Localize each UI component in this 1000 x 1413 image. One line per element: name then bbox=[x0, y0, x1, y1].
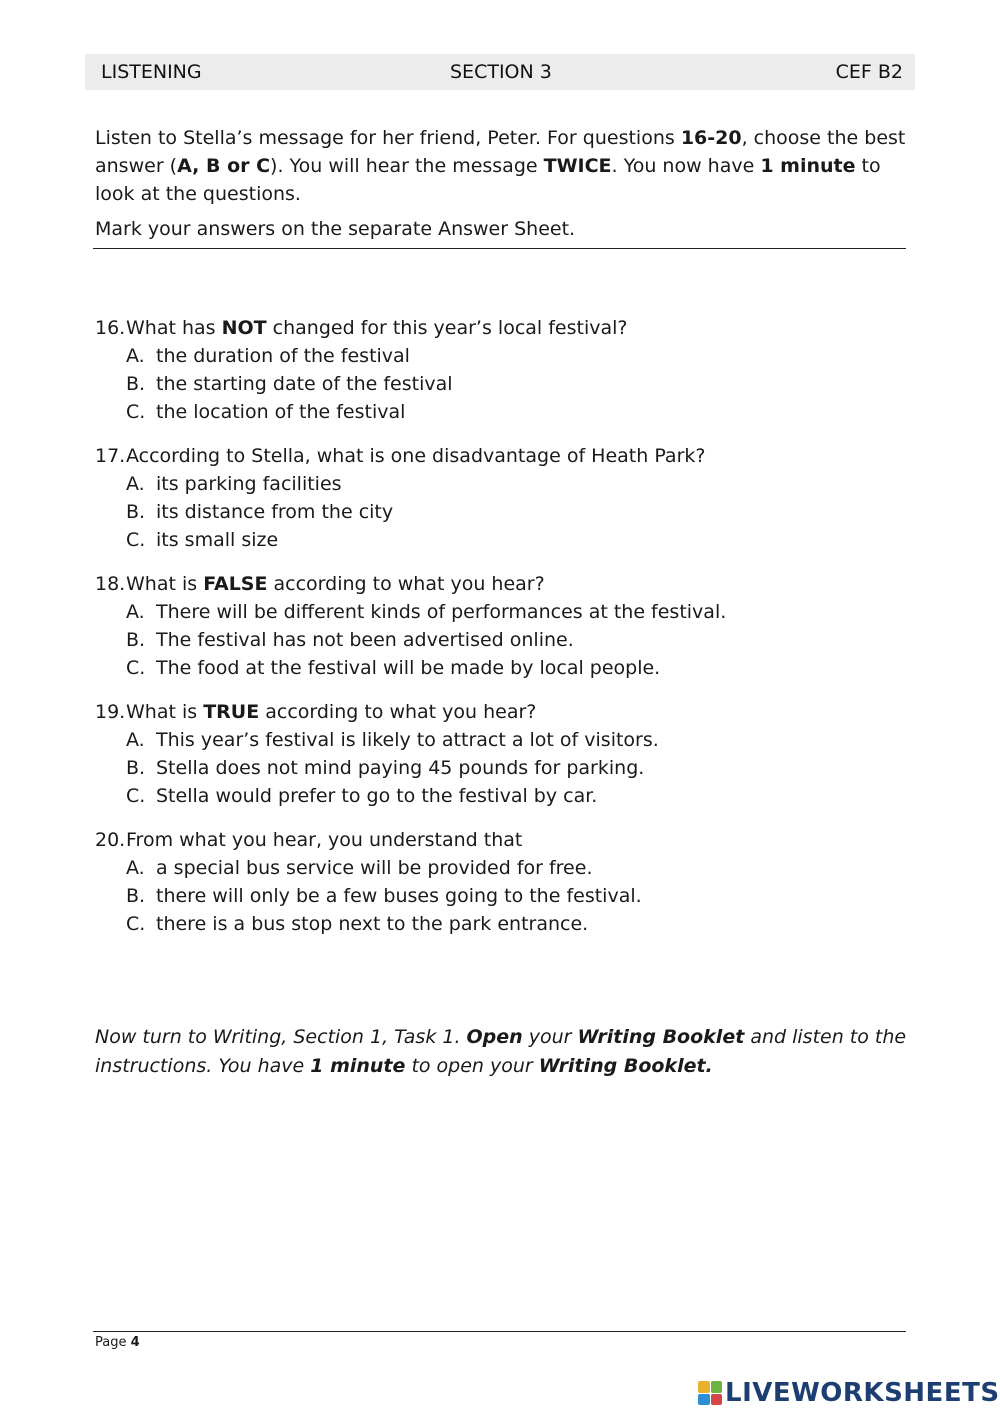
option-text: there will only be a few buses going to the festival. bbox=[156, 885, 642, 907]
option-text: There will be different kinds of performances at the festival. bbox=[156, 601, 727, 623]
instructions-bold: 16-20 bbox=[680, 127, 742, 149]
question-text-part: According to Stella, what is one disadvantage of Heath Park? bbox=[126, 445, 706, 467]
question-number: 17. bbox=[95, 445, 126, 467]
option-list bbox=[95, 726, 907, 810]
question-stem bbox=[95, 826, 907, 854]
option-text: the duration of the festival bbox=[156, 345, 410, 367]
answer-option[interactable] bbox=[126, 498, 907, 526]
option-letter: A. bbox=[126, 857, 145, 879]
instructions-bold: TWICE bbox=[543, 155, 612, 177]
question-text-part: according to what you hear? bbox=[267, 573, 545, 595]
option-letter: B. bbox=[126, 757, 146, 779]
question-number: 20. bbox=[95, 829, 126, 851]
closing-text: and listen to the instructions. You have bbox=[95, 1026, 907, 1077]
answer-option[interactable] bbox=[126, 882, 907, 910]
answer-option[interactable] bbox=[126, 470, 907, 498]
answer-option[interactable] bbox=[126, 754, 907, 782]
question-text-part: What is bbox=[126, 701, 204, 723]
question-stem bbox=[95, 570, 907, 598]
instructions-bold: 1 minute bbox=[760, 155, 856, 177]
instructions bbox=[95, 124, 907, 208]
option-text: there is a bus stop next to the park entrance. bbox=[156, 913, 589, 935]
option-letter: B. bbox=[126, 373, 146, 395]
header-level: CEF B2 bbox=[835, 61, 903, 83]
closing-bold: Writing Booklet bbox=[577, 1026, 745, 1048]
header-section-number: SECTION 3 bbox=[450, 61, 552, 83]
option-letter: A. bbox=[126, 473, 145, 495]
question-text-part: What is bbox=[126, 573, 204, 595]
closing-text: Now turn to Writing, Section 1, Task 1. bbox=[95, 1026, 467, 1048]
question-text bbox=[126, 826, 522, 854]
option-text: Stella does not mind paying 45 pounds for parking. bbox=[156, 757, 645, 779]
divider bbox=[93, 248, 906, 249]
question-20 bbox=[95, 826, 907, 938]
question-17 bbox=[95, 442, 907, 554]
brand-logo[interactable] bbox=[698, 1378, 1000, 1408]
answer-option[interactable] bbox=[126, 342, 907, 370]
closing-bold: 1 minute bbox=[310, 1055, 406, 1077]
question-text-part: From what you hear, you understand that bbox=[126, 829, 523, 851]
option-letter: A. bbox=[126, 729, 145, 751]
question-text-part: changed for this year’s local festival? bbox=[266, 317, 628, 339]
option-text: the starting date of the festival bbox=[156, 373, 453, 395]
option-letter: B. bbox=[126, 501, 146, 523]
option-list bbox=[95, 598, 907, 682]
question-text-part: What has bbox=[126, 317, 222, 339]
option-text: its small size bbox=[156, 529, 279, 551]
question-emphasis: TRUE bbox=[203, 701, 260, 723]
brand-icon-tile bbox=[711, 1394, 723, 1406]
answer-option[interactable] bbox=[126, 370, 907, 398]
option-text: Stella would prefer to go to the festival by car. bbox=[156, 785, 598, 807]
closing-text: to open your bbox=[405, 1055, 539, 1077]
answer-option[interactable] bbox=[126, 598, 907, 626]
question-18 bbox=[95, 570, 907, 682]
answer-option[interactable] bbox=[126, 398, 907, 426]
question-text bbox=[126, 314, 627, 342]
brand-name: LIVEWORKSHEETS bbox=[725, 1378, 1000, 1408]
answer-option[interactable] bbox=[126, 910, 907, 938]
option-list bbox=[95, 470, 907, 554]
answer-option[interactable] bbox=[126, 526, 907, 554]
answer-sheet-note: Mark your answers on the separate Answer Sheet. bbox=[95, 218, 576, 240]
option-letter: C. bbox=[126, 913, 146, 935]
answer-option[interactable] bbox=[126, 782, 907, 810]
option-letter: C. bbox=[126, 529, 146, 551]
option-list bbox=[95, 854, 907, 938]
closing-text: your bbox=[522, 1026, 578, 1048]
header-section-label: LISTENING bbox=[101, 61, 202, 83]
page-number: 4 bbox=[130, 1335, 140, 1350]
closing-bold: Open bbox=[466, 1026, 523, 1048]
option-letter: A. bbox=[126, 601, 145, 623]
option-text: The festival has not been advertised online. bbox=[156, 629, 574, 651]
option-letter: C. bbox=[126, 785, 146, 807]
question-stem bbox=[95, 698, 907, 726]
option-text: its distance from the city bbox=[156, 501, 394, 523]
option-text: This year’s festival is likely to attract a lot of visitors. bbox=[156, 729, 659, 751]
question-list bbox=[95, 314, 907, 954]
answer-option[interactable] bbox=[126, 854, 907, 882]
question-stem bbox=[95, 314, 907, 342]
option-letter: B. bbox=[126, 629, 146, 651]
question-number: 18. bbox=[95, 573, 126, 595]
brand-icon-tile bbox=[711, 1381, 723, 1393]
answer-option[interactable] bbox=[126, 726, 907, 754]
answer-option[interactable] bbox=[126, 626, 907, 654]
option-text: a special bus service will be provided for free. bbox=[156, 857, 593, 879]
closing-instructions bbox=[95, 1023, 907, 1081]
page-footer bbox=[95, 1335, 140, 1350]
instructions-bold: A, B or C bbox=[177, 155, 271, 177]
brand-icon-tile bbox=[698, 1394, 710, 1406]
instructions-text: ). You will hear the message bbox=[270, 155, 544, 177]
instructions-text: . You now have bbox=[611, 155, 761, 177]
page-label: Page bbox=[95, 1335, 131, 1350]
question-number: 16. bbox=[95, 317, 126, 339]
question-text-part: according to what you hear? bbox=[259, 701, 537, 723]
closing-bold: Writing Booklet. bbox=[538, 1055, 713, 1077]
option-letter: A. bbox=[126, 345, 145, 367]
question-emphasis: FALSE bbox=[203, 573, 268, 595]
question-text bbox=[126, 570, 545, 598]
option-letter: C. bbox=[126, 401, 146, 423]
instructions-text: , choose the best answer ( bbox=[95, 127, 906, 177]
brand-icon bbox=[698, 1381, 722, 1405]
question-text bbox=[126, 442, 705, 470]
answer-option[interactable] bbox=[126, 654, 907, 682]
instructions-text: to look at the questions. bbox=[95, 155, 881, 205]
question-number: 19. bbox=[95, 701, 126, 723]
question-emphasis: NOT bbox=[221, 317, 267, 339]
brand-icon-tile bbox=[698, 1381, 710, 1393]
instructions-text: Listen to Stella’s message for her friend, Peter. For questions bbox=[95, 127, 681, 149]
footer-divider bbox=[93, 1331, 906, 1332]
option-letter: B. bbox=[126, 885, 146, 907]
question-16 bbox=[95, 314, 907, 426]
option-text: The food at the festival will be made by local people. bbox=[156, 657, 661, 679]
question-text bbox=[126, 698, 536, 726]
question-19 bbox=[95, 698, 907, 810]
header-bar bbox=[85, 54, 915, 90]
option-text: its parking facilities bbox=[156, 473, 342, 495]
option-letter: C. bbox=[126, 657, 146, 679]
question-stem bbox=[95, 442, 907, 470]
option-list bbox=[95, 342, 907, 426]
option-text: the location of the festival bbox=[156, 401, 406, 423]
